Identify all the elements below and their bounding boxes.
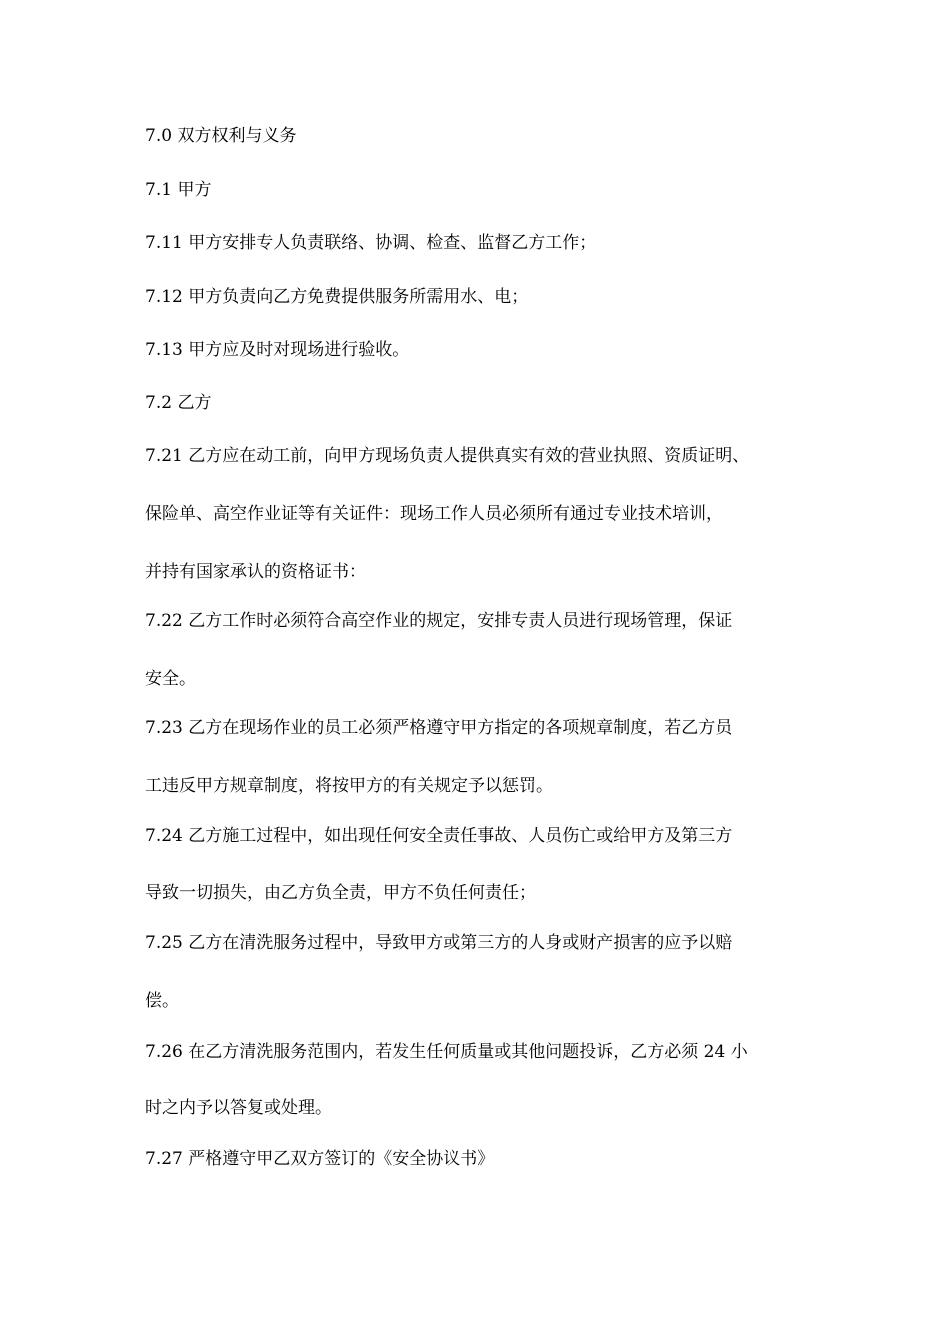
clause-line: 并持有国家承认的资格证书： [145, 562, 366, 582]
clause-line: 7.22 乙方工作时必须符合高空作业的规定，安排专责人员进行现场管理，保证 [145, 611, 733, 631]
clause-line: 7.25 乙方在清洗服务过程中，导致甲方或第三方的人身或财产损害的应予以赔 [145, 933, 733, 953]
clause-line: 7.11 甲方安排专人负责联络、协调、检查、监督乙方工作； [145, 233, 597, 253]
clause-line: 7.24 乙方施工过程中，如出现任何安全责任事故、人员伤亡或给甲方及第三方 [145, 826, 733, 846]
clause-line: 时之内予以答复或处理。 [145, 1098, 332, 1118]
clause-line: 导致一切损失，由乙方负全责，甲方不负任何责任； [145, 883, 536, 903]
clause-line: 偿。 [145, 991, 179, 1011]
clause-line: 安全。 [145, 669, 196, 689]
clause-line: 7.27 严格遵守甲乙双方签订的《安全协议书》 [145, 1149, 495, 1169]
subsection-heading: 7.2 乙方 [145, 393, 212, 413]
clause-line: 7.23 乙方在现场作业的员工必须严格遵守甲方指定的各项规章制度，若乙方员 [145, 718, 733, 738]
clause-line: 7.21 乙方应在动工前，向甲方现场负责人提供真实有效的营业执照、资质证明、 [145, 446, 750, 466]
section-heading: 7.0 双方权利与义务 [145, 126, 297, 146]
clause-line: 7.13 甲方应及时对现场进行验收。 [145, 340, 410, 360]
clause-line: 工违反甲方规章制度，将按甲方的有关规定予以惩罚。 [145, 776, 553, 796]
clause-line: 7.26 在乙方清洗服务范围内，若发生任何质量或其他问题投诉，乙方必须 24 小 [145, 1042, 748, 1062]
subsection-heading: 7.1 甲方 [145, 180, 212, 200]
clause-line: 7.12 甲方负责向乙方免费提供服务所需用水、电； [145, 287, 529, 307]
clause-line: 保险单、高空作业证等有关证件：现场工作人员必须所有通过专业技术培训， [145, 504, 723, 524]
